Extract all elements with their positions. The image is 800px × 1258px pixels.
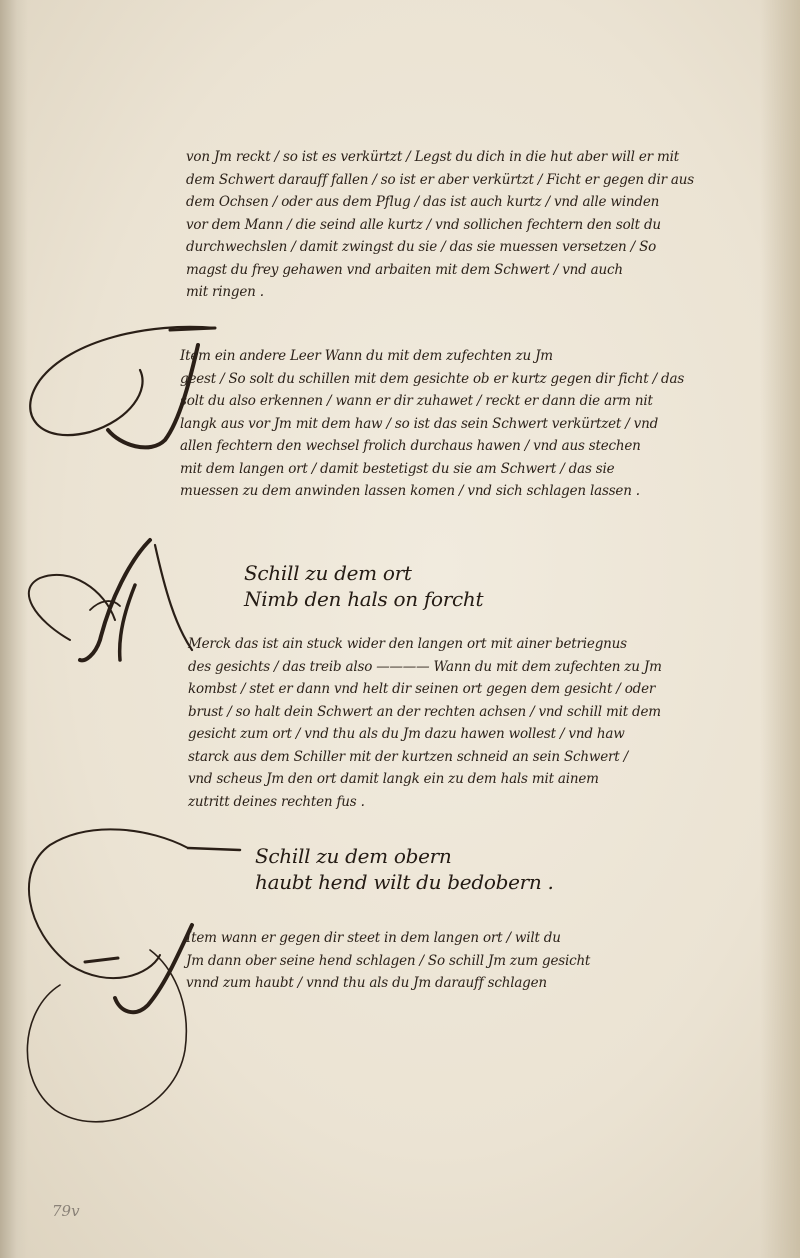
text-line: solt du also erkennen / wann er dir zuhawet / reckt er dann die arm nit [180, 393, 653, 409]
text-line: geest / So solt du schillen mit dem gesichte ob er kurtz gegen dir ficht / das [180, 370, 685, 387]
initial-i-bar-top [170, 328, 215, 330]
text-line: vor dem Mann / die seind alle kurtz / vnd sollichen fechtern den solt du [186, 216, 661, 233]
heading-line: haubt hend wilt du bedobern . [255, 870, 554, 894]
verse-heading-2 [255, 843, 554, 895]
text-line: durchwechslen / damit zwingst du sie / das sie muessen versetzen / So [186, 239, 657, 255]
text-line: vnnd zum haubt / vnnd thu als du Jm darauff schlagen [186, 975, 547, 991]
text-line: dem Ochsen / oder aus dem Pflug / das ist auch kurtz / vnd alle winden [186, 194, 660, 210]
heading-line: Schill zu dem obern [255, 844, 452, 868]
text-line: von Jm reckt / so ist es verkürtzt / Legst du dich in die hut aber will er mit [186, 149, 679, 165]
text-line: muessen zu dem anwinden lassen komen / vnd sich schlagen lassen . [180, 483, 640, 499]
text-line: langk aus vor Jm mit dem haw / so ist das sein Schwert verkürtzet / vnd [180, 415, 659, 432]
initial-m-tail [155, 545, 192, 650]
text-line: Item ein andere Leer Wann du mit dem zufechten zu Jm [180, 348, 553, 364]
text-line: des gesichts / das treib also ———— Wann du mit dem zufechten zu Jm [188, 658, 662, 675]
text-block-2 [180, 345, 720, 503]
text-block-3 [188, 633, 708, 813]
text-line: gesicht zum ort / vnd thu als du Jm dazu hawen wollest / vnd haw [188, 726, 625, 742]
verse-heading-1 [244, 560, 483, 612]
binding-gutter [0, 0, 28, 1258]
text-block-1 [186, 146, 716, 304]
initial-i-bar-bottom [188, 848, 240, 850]
text-line: Merck das ist ain stuck wider den langen ort mit ainer betriegnus [188, 636, 627, 652]
initial-m-stem [120, 585, 135, 660]
text-line: allen fechtern den wechsel frolich durchaus hawen / vnd aus stechen [180, 438, 641, 454]
initial-m-loop [29, 575, 115, 640]
text-block-4 [186, 927, 716, 995]
text-line: magst du frey gehawen vnd arbaiten mit dem Schwert / vnd auch [186, 261, 623, 278]
folio-number: 79v [52, 1202, 80, 1220]
text-line: mit ringen . [186, 284, 264, 300]
initial-i-dash-bottom [85, 958, 118, 962]
text-line: zutritt deines rechten fus . [188, 793, 365, 810]
text-line: dem Schwert darauff fallen / so ist er aber verkürtzt / Ficht er gegen dir aus [186, 171, 694, 188]
page-edge [760, 0, 800, 1258]
text-line: kombst / stet er dann vnd helt dir seinen ort gegen dem gesicht / oder [188, 681, 656, 697]
text-line: Item wann er gegen dir steet in dem langen ort / wilt du [186, 930, 561, 946]
heading-line: Nimb den hals on forcht [244, 587, 484, 611]
initial-i-flourish-bottom [29, 829, 188, 978]
text-line: brust / so halt dein Schwert an der rechten achsen / vnd schill mit dem [188, 703, 661, 720]
initial-i-swash-bottom [27, 950, 186, 1122]
initial-m-flourish [80, 540, 150, 660]
text-line: vnd scheus Jm den ort damit langk ein zu dem hals mit ainem [188, 771, 599, 787]
heading-line: Schill zu dem ort [244, 561, 412, 585]
initial-i-stem-bottom [115, 925, 192, 1012]
text-line: mit dem langen ort / damit bestetigst du sie am Schwert / das sie [180, 460, 615, 477]
text-line: Jm dann ober seine hend schlagen / So schill Jm zum gesicht [186, 952, 591, 969]
initial-m-hook [90, 601, 120, 610]
text-line: starck aus dem Schiller mit der kurtzen schneid an sein Schwert / [188, 748, 628, 765]
